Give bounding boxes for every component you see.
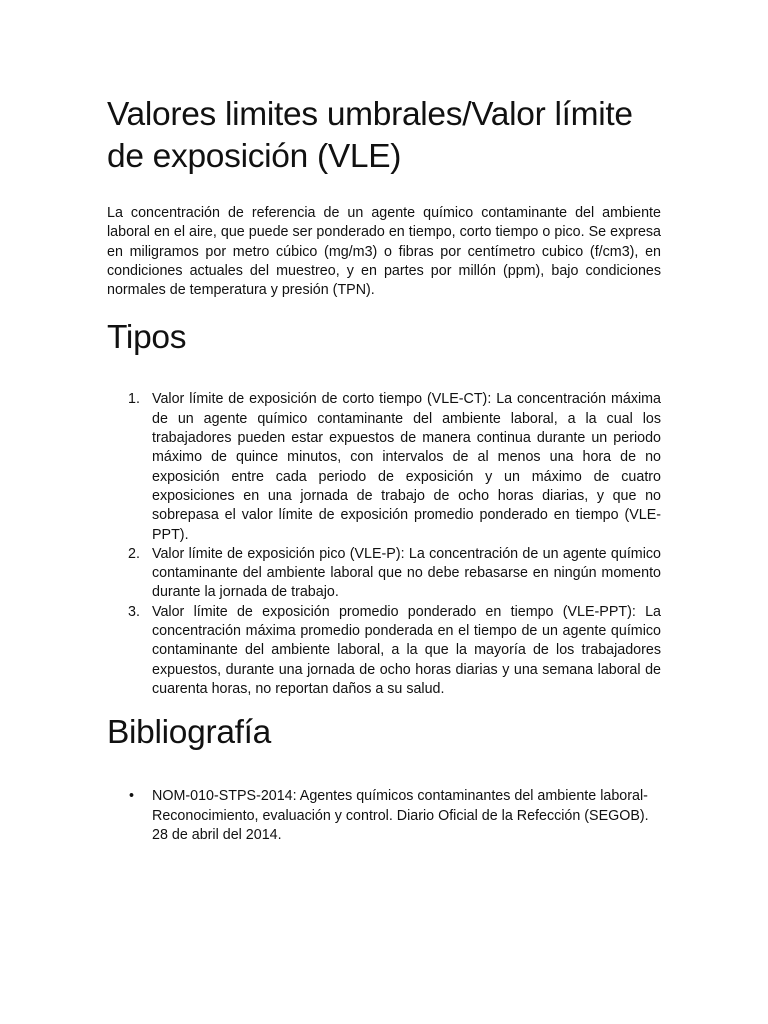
reference-text: NOM-010-STPS-2014: Agentes químicos contaminantes del ambiente laboral-Reconocimiento, evaluación y control. Diario Oficial de la Refección (SEGOB). 28 de abril del 2014. bbox=[152, 788, 649, 843]
types-list-item bbox=[107, 603, 661, 699]
list-number: 1. bbox=[128, 391, 140, 408]
intro-paragraph: La concentración de referencia de un agente químico contaminante del ambiente laboral en el aire, que puede ser ponderado en tiempo, corto tiempo o pico. Se expresa en miligramos por metro cúbico (mg/m3) o fibras por centímetro cubico (f/cm3), en condiciones actuales del muestreo, y en partes por millón (ppm), bajo condiciones normales de temperatura y presión (TPN). bbox=[107, 205, 661, 299]
list-item-text: Valor límite de exposición de corto tiempo (VLE-CT): La concentración máxima de un agente químico contaminante del ambiente laboral, a la cual los trabajadores pueden estar expuestos de manera continua durante un periodo máximo de quince minutos, con intervalos de al menos una hora de no exposición entre cada periodo de exposición y un máximo de cuatro exposiciones en una jornada de trabajo de ocho horas diarias, y que no sobrepasa el valor límite de exposición promedio ponderado en tiempo (VLE-PPT). bbox=[152, 391, 661, 543]
bibliography-heading: Bibliografía bbox=[107, 714, 271, 752]
types-heading: Tipos bbox=[107, 319, 187, 357]
types-list bbox=[107, 390, 661, 699]
list-number: 2. bbox=[128, 545, 140, 562]
types-list-item bbox=[107, 390, 661, 544]
document-title: Valores limites umbrales/Valor límite de exposición (VLE) bbox=[107, 96, 633, 175]
references-list bbox=[107, 787, 661, 845]
list-item-text: Valor límite de exposición promedio ponderado en tiempo (VLE-PPT): La concentración máxima promedio ponderada en el tiempo de un agente químico contaminante del ambiente laboral, a la que la mayoría de los trabajadores expuestos, durante una jornada de ocho horas diarias y una semana laboral de cuarenta horas, no reportan daños a su salud. bbox=[152, 603, 661, 697]
reference-item bbox=[107, 787, 661, 845]
types-list-item bbox=[107, 545, 661, 603]
document-page bbox=[107, 94, 661, 845]
list-item-text: Valor límite de exposición pico (VLE-P): La concentración de un agente químico contaminante del ambiente laboral que no debe rebasarse en ningún momento durante la jornada de trabajo. bbox=[152, 545, 661, 601]
bullet-icon: • bbox=[129, 788, 135, 805]
list-number: 3. bbox=[128, 603, 140, 620]
